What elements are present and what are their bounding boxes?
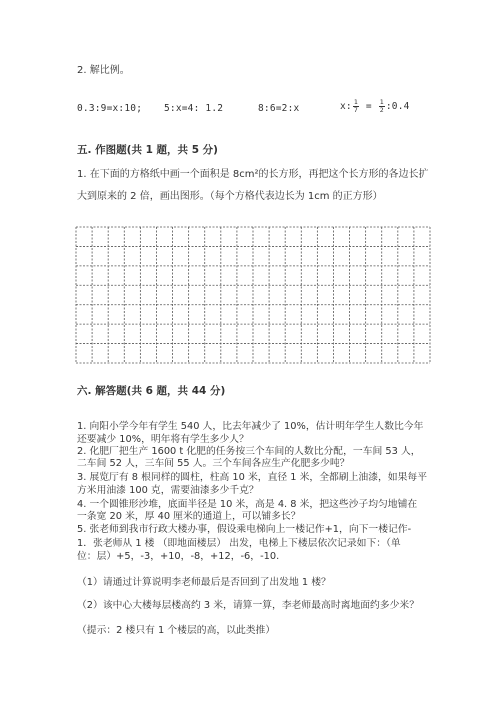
fraction-one-seventh: $\frac{1}{7}$ <box>353 98 358 114</box>
problem-line: 2. 化肥厂把生产 1600 t 化肥的任务按三个车间的人数比分配，一车间 53 人， <box>77 446 421 457</box>
drawing-question-line-1: 1. 在下面的方格纸中画一个面积是 8cm²的长方形，再把这个长方形的各边长扩 <box>77 169 429 180</box>
problem-line: 1．张老师从 1 楼 （即地面楼层） 出发，电梯上下楼层依次记录如下：（单 <box>77 538 401 549</box>
equation-1: 0.3:9=x:10; <box>77 103 143 114</box>
grid-svg <box>75 226 431 364</box>
equation-4-pre: x: <box>340 101 352 112</box>
drawing-question-line-2: 大到原来的 2 倍，画出图形。（每个方格代表边长为 1cm 的正方形） <box>77 191 383 202</box>
equation-4-mid: = <box>359 101 378 112</box>
problem-line: 一条宽 20 米，厚 40 厘米的通道上，可以铺多长？ <box>77 511 301 522</box>
problem-line: 二车间 52 人，三车间 55 人。三个车间各应生产化肥多少吨？ <box>77 458 350 469</box>
problem-line: 方米用油漆 100 克，需要油漆多少千克？ <box>77 485 259 496</box>
sub-question-1: （1）请通过计算说明李老师最后是否回到了出发地 1 楼？ <box>77 577 331 588</box>
section-6-title: 六. 解答题(共 6 题，共 44 分) <box>77 385 226 397</box>
question-2-heading: 2. 解比例。 <box>77 65 130 76</box>
equation-2: 5:x=4: 1.2 <box>164 103 224 114</box>
problem-line: 3. 展览厅有 8 根同样的圆柱，柱高 10 米，直径 1 米，全都刷上油漆，如果每平 <box>77 472 427 483</box>
equation-4 <box>340 99 410 114</box>
problem-line: 5. 张老师到我市行政大楼办事，假设乘电梯向上一楼记作+1，向下一楼记作- <box>77 524 412 535</box>
problem-line: 1. 向阳小学今年有学生 540 人，比去年减少了 10%，估计明年学生人数比今年 <box>77 421 424 432</box>
equation-3: 8:6=2:x <box>258 103 300 114</box>
equation-4-post: :0.4 <box>385 101 410 112</box>
fraction-one-half: $\frac{1}{2}$ <box>379 98 384 114</box>
hint-text: （提示：2 楼只有 1 个楼层的高，以此类推） <box>77 625 276 636</box>
problem-line: 还要减少 10%，明年将有学生多少人？ <box>77 434 249 445</box>
square-grid[interactable] <box>75 226 431 364</box>
section-5-title: 五. 作图题(共 1 题，共 5 分) <box>77 144 218 156</box>
sub-question-2: （2）该中心大楼每层楼高约 3 米，请算一算，李老师最高时离地面约多少米？ <box>77 600 419 611</box>
problem-line: 4. 一个圆锥形沙堆，底面半径是 10 米，高是 4. 8 米，把这些沙子均匀地铺在 <box>77 499 418 510</box>
problem-line: 位：层）+5，-3，+10，-8，+12，-6，-10. <box>77 551 280 562</box>
